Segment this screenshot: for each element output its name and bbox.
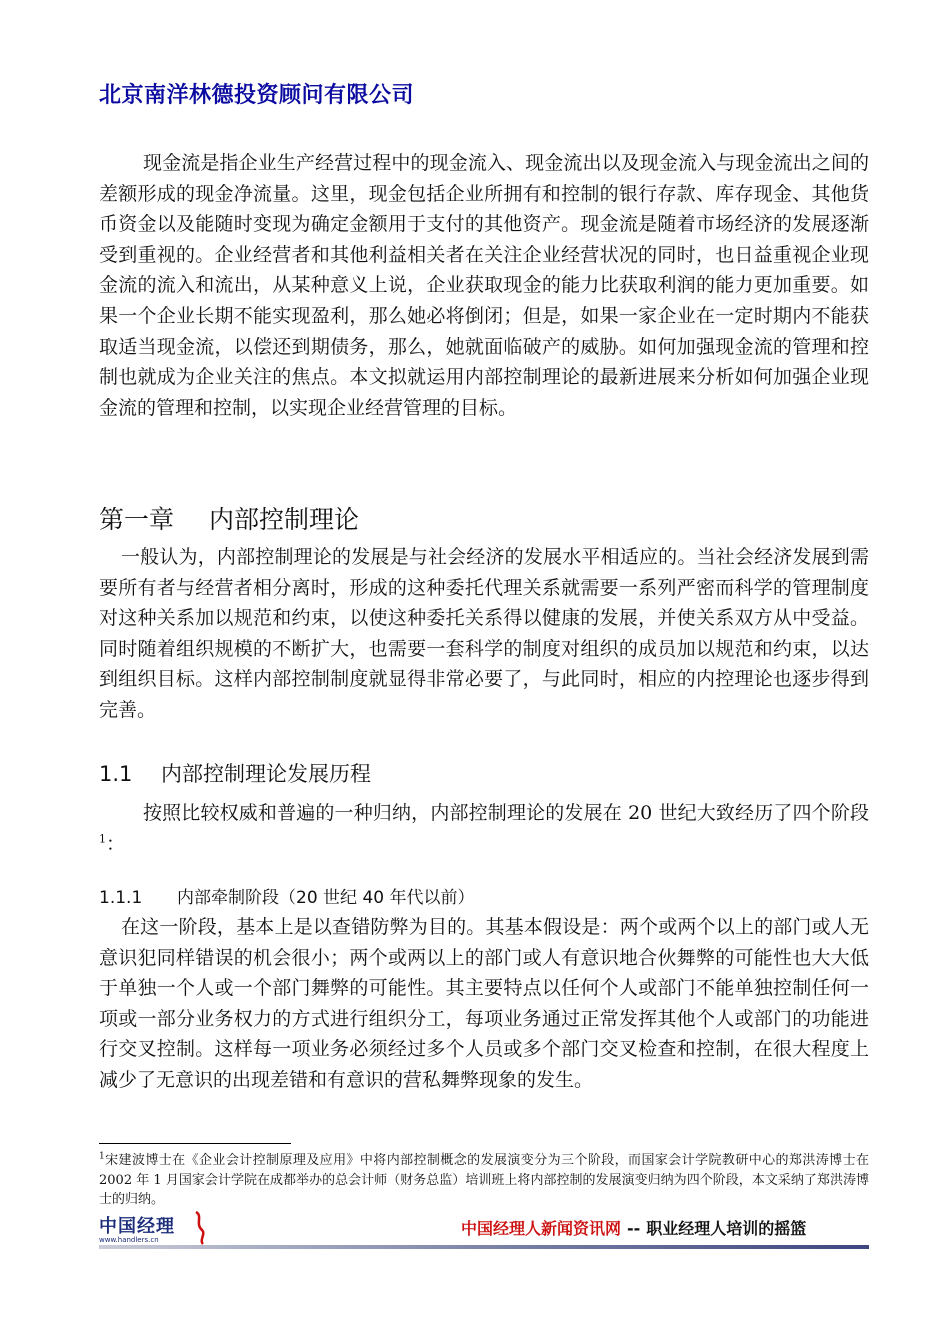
footnote-reference[interactable]: 1 (99, 832, 106, 846)
logo-text: 中国经理 (99, 1216, 175, 1237)
slogan-site-name: 中国经理人新闻资讯网 (461, 1219, 622, 1238)
page-footer (99, 1210, 869, 1250)
site-logo[interactable] (99, 1212, 209, 1248)
footnote-divider (99, 1143, 291, 1144)
logo-mark-icon (193, 1210, 207, 1246)
chapter-paragraph: 一般认为，内部控制理论的发展是与社会经济的发展水平相适应的。当社会经济发展到需要所有者与经营者相分离时，形成的这种委托代理关系就需要一系列严密而科学的管理制度对这种关系加以规范和约束，以使这种委托关系得以健康的发展，并使关系双方从中受益。同时随着组织规模的不断扩大，也需要一套科学的制度对组织的成员加以规范和约束，以达到组织目标。这样内部控制制度就显得非常必要了，与此同时，相应的内控理论也逐步得到完善。 (99, 546, 869, 721)
section-paragraph-end: ： (106, 832, 126, 855)
intro-paragraph: 现金流是指企业生产经营过程中的现金流入、现金流出以及现金流入与现金流出之间的差额形成的现金净流量。这里，现金包括企业所拥有和控制的银行存款、库存现金、其他货币资金以及能随时变现为确定金额用于支付的其他资产。现金流是随着市场经济的发展逐渐受到重视的。企业经营者和其他利益相关者在关注企业经营状况的同时，也日益重视企业现金流的流入和流出，从某种意义上说，企业获取现金的能力比获取利润的能力更加重要。如果一个企业长期不能实现盈利，那么她必将倒闭；但是，如果一家企业在一定时期内不能获取适当现金流，以偿还到期债务，那么，她就面临破产的威胁。如何加强现金流的管理和控制也就成为企业关注的焦点。本文拟就运用内部控制理论的最新进展来分析如何加强企业现金流的管理和控制，以实现企业经营管理的目标。 (99, 152, 869, 419)
section-heading (99, 758, 371, 788)
subsection-heading (99, 883, 474, 908)
chapter-heading (99, 500, 359, 536)
section-number: 1.1 (99, 762, 133, 786)
slogan-tagline: 职业经理人培训的摇篮 (646, 1219, 807, 1238)
footnote-text: 宋建波博士在《企业会计控制原理及应用》中将内部控制概念的发展演变分为三个阶段，而国家会计学院教研中心的郑洪涛博士在 2002 年 1 月国家会计学院在成都举办的总会计师（财务总监）培训班上将内部控制的发展演变归纳为四个阶段，本文采纳了郑洪涛博士的归纳。 (99, 1153, 869, 1207)
chapter-number: 第一章 (99, 505, 175, 534)
subsection-paragraph: 在这一阶段，基本上是以查错防弊为目的。其基本假设是：两个或两个以上的部门或人无意识犯同样错误的机会很小；两个或两以上的部门或人有意识地合伙舞弊的可能性也大大低于单独一个人或一个部门舞弊的可能性。其主要特点以任何个人或部门不能单独控制任何一项或一部分业务权力的方式进行组织分工，每项业务通过正常发挥其他个人或部门的功能进行交叉控制。这样每一项业务必须经过多个人员或多个部门交叉检查和控制，在很大程度上减少了无意识的出现差错和有意识的营私舞弊现象的发生。 (99, 916, 869, 1091)
slogan-separator: -- (627, 1219, 641, 1238)
section-paragraph (99, 798, 869, 859)
company-header: 北京南洋林德投资顾问有限公司 (99, 83, 415, 108)
footer-bar (99, 1245, 869, 1249)
subsection-title: 内部牵制阶段（20 世纪 40 年代以前） (177, 888, 475, 908)
subsection-number: 1.1.1 (99, 888, 143, 908)
logo-url: www.handlers.cn (99, 1236, 159, 1244)
footer-slogan (461, 1216, 806, 1239)
chapter-title: 内部控制理论 (209, 505, 360, 534)
section-paragraph-text: 按照比较权威和普遍的一种归纳，内部控制理论的发展在 20 世纪大致经历了四个阶段 (143, 802, 869, 824)
footnote (99, 1151, 869, 1210)
footnote-marker: 1 (99, 1151, 105, 1162)
section-title: 内部控制理论发展历程 (161, 762, 371, 786)
